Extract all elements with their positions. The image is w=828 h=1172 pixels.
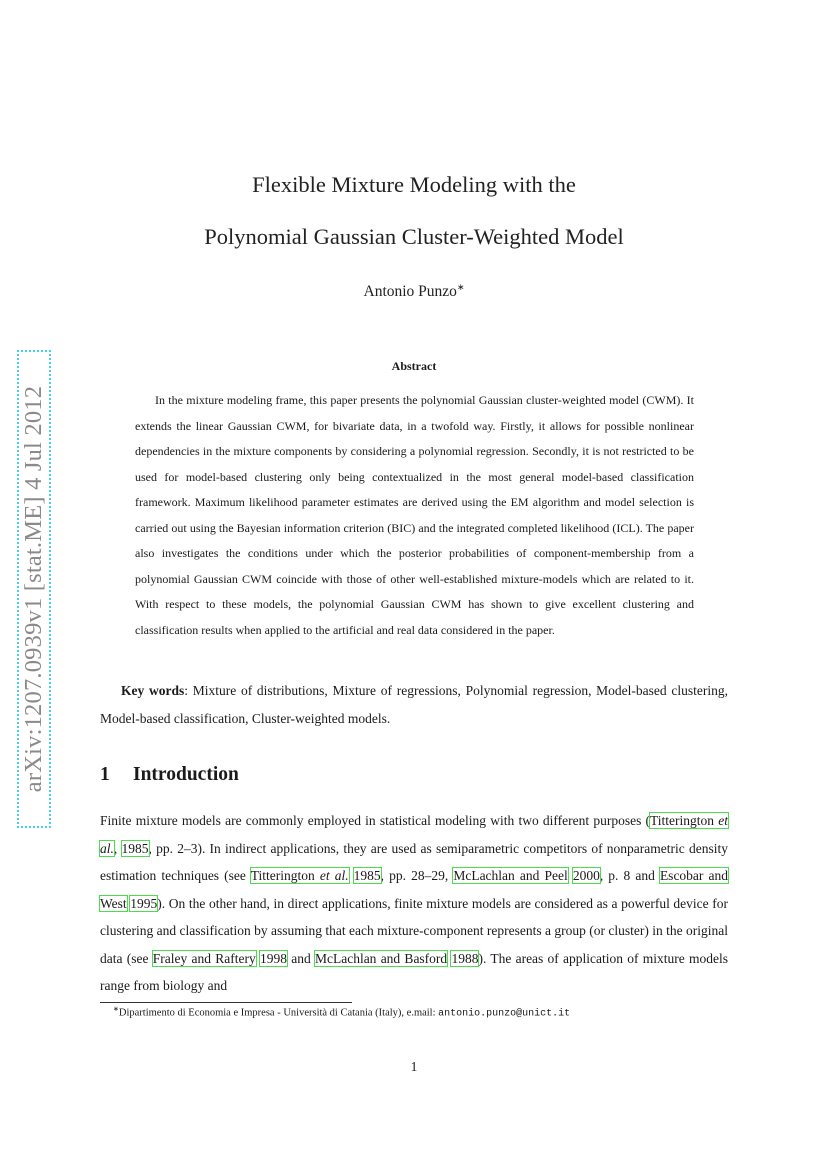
abstract-text: In the mixture modeling frame, this paper presents the polynomial Gaussian cluster-weighted model (CWM). It extends the linear Gaussian CWM, for bivariate data, in a twofold way. Firstly, it allows for possible nonlinear dependencies in the mixture components by considering a polynomial regression. Secondly, it is not restricted to be used for model-based clustering only being contextualized in the most general model-based classification framework. Maximum likelihood parameter estimates are derived using the EM algorithm and model selection is carried out using the Bayesian information criterion (BIC) and the integrated completed likelihood (ICL). The paper also investigates the conditions under which the posterior probabilities of component-membership from a polynomial Gaussian CWM coincide with those of other well-established mixture-models which are related to it. With respect to these models, the polynomial Gaussian CWM has shown to give excellent clustering and classification results when applied to the artificial and real data considered in the paper. bbox=[135, 393, 694, 637]
citation-link[interactable]: McLachlan and Peel bbox=[453, 868, 568, 883]
author-name: Antonio Punzo bbox=[363, 283, 457, 301]
footnote-marker: ∗ bbox=[113, 1005, 119, 1013]
abstract-heading: Abstract bbox=[391, 359, 437, 373]
keywords-label: Key words bbox=[121, 683, 185, 698]
arxiv-side-stamp[interactable] bbox=[17, 350, 51, 828]
intro-paragraph bbox=[100, 807, 728, 1000]
citation-link[interactable]: Escobar and West bbox=[100, 868, 729, 911]
keywords-text: : Mixture of distributions, Mixture of regressions, Polynomial regression, Model-based clustering, Model-based classification, Cluster-weighted models. bbox=[100, 683, 728, 726]
citation-etal: et al. bbox=[100, 813, 728, 856]
intro-text: , pp. 2–3). In indirect applications, they are used as semiparametric competitors of nonparametric density estimation techniques (see bbox=[100, 840, 728, 883]
intro-text: , bbox=[113, 840, 122, 856]
intro-text: ). On the other hand, in direct applications, finite mixture models are considered as a powerful device for clustering and classification by assuming that each mixture-component represents a group (or cluster) in the original data (see bbox=[100, 895, 728, 966]
section-number: 1 bbox=[100, 764, 110, 785]
citation-year-link[interactable]: 1988 bbox=[451, 950, 479, 966]
citation-link[interactable]: Fraley and Raftery bbox=[152, 950, 256, 966]
citation-year-link[interactable]: 2000 bbox=[572, 868, 600, 883]
footnote-divider bbox=[100, 1002, 352, 1003]
paper-title-line-1: Flexible Mixture Modeling with the bbox=[252, 172, 576, 197]
intro-text: , p. 8 and bbox=[599, 868, 660, 883]
author bbox=[100, 282, 728, 301]
paper-title-line-2: Polynomial Gaussian Cluster-Weighted Model bbox=[204, 224, 624, 249]
footnote-email[interactable]: antonio.punzo@unict.it bbox=[438, 1008, 571, 1020]
keywords bbox=[100, 677, 728, 733]
author-footnote-marker[interactable]: ∗ bbox=[456, 282, 465, 292]
footnote-text: Dipartimento di Economia e Impresa - Università di Catania (Italy), e.mail: bbox=[118, 1007, 439, 1019]
citation-link[interactable]: McLachlan and Basford bbox=[314, 950, 448, 966]
arxiv-identifier: arXiv:1207.0939v1 [stat.ME] 4 Jul 2012 bbox=[20, 385, 47, 793]
citation-year-link[interactable]: 1985 bbox=[121, 840, 149, 856]
citation-author: Titterington bbox=[650, 813, 719, 828]
citation-link[interactable] bbox=[251, 868, 349, 883]
citation-year-link[interactable]: 1995 bbox=[130, 895, 158, 911]
intro-text bbox=[349, 868, 354, 883]
footnote bbox=[113, 1005, 570, 1020]
section-title: Introduction bbox=[133, 764, 239, 785]
citation-year-link[interactable]: 1985 bbox=[353, 868, 381, 883]
citation-year-link[interactable]: 1998 bbox=[259, 950, 287, 966]
intro-text: , pp. 28–29, bbox=[380, 868, 454, 883]
citation-etal: et al. bbox=[319, 868, 349, 883]
intro-text: Finite mixture models are commonly employed in statistical modeling with two different purposes ( bbox=[100, 813, 651, 828]
citation-author: Titterington bbox=[250, 868, 320, 883]
intro-text: and bbox=[286, 950, 315, 966]
page-number: 1 bbox=[410, 1059, 418, 1074]
intro-text: ). The areas of application of mixture models range from biology and bbox=[100, 950, 729, 993]
section-heading bbox=[100, 764, 239, 786]
